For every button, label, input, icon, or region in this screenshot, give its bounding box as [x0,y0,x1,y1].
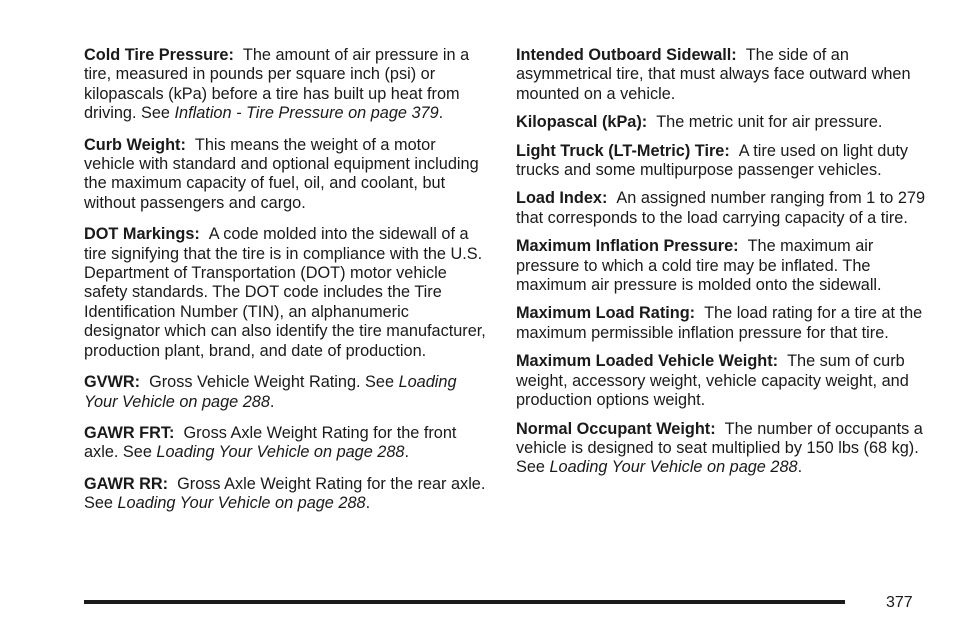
entry-term: DOT Markings: [84,225,200,244]
entry-tail: . [438,104,444,123]
entry-tail: . [365,494,371,513]
entry-text: Gross Vehicle Weight Rating. See [149,373,399,392]
cross-reference-link[interactable]: Inflation - Tire Pressure on page 379 [174,104,439,123]
cross-reference-link[interactable]: Loading Your Vehicle on page 288 [156,443,405,462]
entry-tail: . [797,458,803,477]
entry-text: Gross Axle Weight Rating for the rear axle. See [84,474,486,513]
glossary-entry [84,225,489,361]
cross-reference-link[interactable]: Loading Your Vehicle on page 288 [117,494,366,513]
entry-term: Intended Outboard Sidewall: [516,46,737,64]
entry-text: The side of an asymmetrical tire, that must always face outward when mounted on a vehicle. [516,46,911,103]
entry-text: The sum of curb weight, accessory weight, vehicle capacity weight, and production options weight. [516,352,909,410]
entry-text: The metric unit for air pressure. [656,113,883,132]
entry-text: The number of occupants a vehicle is designed to seat multiplied by 150 lbs (68 kg). See [516,419,923,477]
glossary-entry [516,189,926,228]
entry-term: Curb Weight: [84,135,186,154]
glossary-entry [516,46,926,104]
entry-term: Normal Occupant Weight: [516,419,716,438]
entry-text: A tire used on light duty trucks and some multipurpose passenger vehicles. [516,141,909,180]
glossary-entry [84,46,489,124]
glossary-entry [516,304,926,343]
entry-text: The load rating for a tire at the maximum permissible inflation pressure for that tire. [516,304,923,342]
cross-reference-link[interactable]: Loading Your Vehicle on page 288 [84,373,457,411]
entry-text: A code molded into the sidewall of a tire signifying that the tire is in compliance with the U.S. Department of Transportation (DOT) motor vehicle safety standards. The DOT code includes the Tire Identification Number (TIN), an alphanumeric designator which can also identify the tire manufacturer, production plant, brand, and date of production. [84,225,486,360]
entry-text: Gross Axle Weight Rating for the front axle. See [84,423,457,462]
entry-term: Maximum Loaded Vehicle Weight: [516,352,779,371]
entry-term: Kilopascal (kPa): [516,113,648,132]
entry-tail: . [269,392,275,411]
glossary-entry [84,424,489,463]
entry-term: GAWR FRT: [84,423,175,442]
glossary-entry [516,142,926,181]
left-column [84,46,489,526]
glossary-entry [84,475,489,514]
entry-term: Maximum Inflation Pressure: [516,237,739,256]
entry-term: Load Index: [516,189,608,208]
footer-rule [84,600,845,604]
entry-tail: . [404,443,410,462]
entry-term: GAWR RR: [84,474,169,493]
glossary-entry [84,373,489,412]
entry-term: Cold Tire Pressure: [84,46,234,64]
page-number: 377 [886,594,913,611]
entry-term: GVWR: [84,373,141,392]
entry-text: The amount of air pressure in a tire, measured in pounds per square inch (psi) or kilopascals (kPa) before a tire has built up heat from driving. See [84,46,470,123]
glossary-entry [516,237,926,295]
glossary-entry [516,113,926,132]
entry-text: An assigned number ranging from 1 to 279 that corresponds to the load carrying capacity of a tire. [516,189,926,227]
entry-term: Light Truck (LT-Metric) Tire: [516,141,730,160]
entry-text: This means the weight of a motor vehicle with standard and optional equipment including the maximum capacity of fuel, oil, and coolant, but without passengers and cargo. [84,135,479,212]
entry-term: Maximum Load Rating: [516,304,696,323]
glossary-entry [516,352,926,410]
glossary-entry [516,420,926,478]
cross-reference-link[interactable]: Loading Your Vehicle on page 288 [549,458,798,477]
glossary-entry [84,136,489,214]
right-column [516,46,926,487]
entry-text: The maximum air pressure to which a cold tire may be inflated. The maximum air pressure is molded onto the sidewall. [516,237,882,295]
